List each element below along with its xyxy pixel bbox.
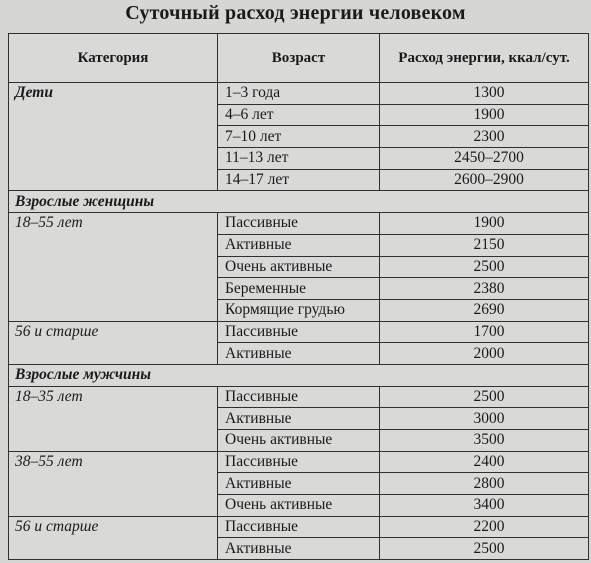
energy-cell: 1300 <box>380 83 589 105</box>
activity-cell: Активные <box>218 408 380 430</box>
table-row <box>9 83 589 105</box>
energy-cell: 3000 <box>380 408 589 430</box>
energy-cell: 2690 <box>380 299 589 321</box>
header-category: Категория <box>9 34 218 83</box>
header-energy: Расход энергии, ккал/сут. <box>380 34 589 83</box>
activity-cell: Активные <box>218 234 380 256</box>
activity-cell: Очень активные <box>218 430 380 452</box>
age-cell: 7–10 лет <box>218 126 380 148</box>
energy-cell: 1900 <box>380 104 589 126</box>
energy-cell: 2500 <box>380 386 589 408</box>
energy-cell: 2450–2700 <box>380 148 589 170</box>
energy-cell: 2380 <box>380 278 589 300</box>
group-label-children: Дети <box>9 83 218 191</box>
energy-table <box>8 33 589 560</box>
energy-cell: 2800 <box>380 473 589 495</box>
energy-cell: 1900 <box>380 213 589 235</box>
age-band-label: 18–55 лет <box>9 213 218 321</box>
group-label-women: Взрослые женщины <box>9 191 218 213</box>
age-cell: 14–17 лет <box>218 169 380 191</box>
activity-cell: Очень активные <box>218 495 380 517</box>
table-row <box>9 451 589 473</box>
age-cell: 1–3 года <box>218 83 380 105</box>
activity-cell: Активные <box>218 473 380 495</box>
age-band-label: 38–55 лет <box>9 451 218 516</box>
activity-cell: Пассивные <box>218 451 380 473</box>
group-row <box>9 191 589 213</box>
energy-cell: 2300 <box>380 126 589 148</box>
group-label-men: Взрослые мужчины <box>9 364 218 386</box>
energy-cell: 2000 <box>380 343 589 365</box>
age-cell: 11–13 лет <box>218 148 380 170</box>
table-row <box>9 213 589 235</box>
activity-cell: Активные <box>218 538 380 560</box>
energy-cell: 2500 <box>380 256 589 278</box>
age-band-label: 18–35 лет <box>9 386 218 451</box>
table-row <box>9 386 589 408</box>
activity-cell: Беременные <box>218 278 380 300</box>
table-row <box>9 321 589 343</box>
header-age: Возраст <box>218 34 380 83</box>
energy-cell: 2500 <box>380 538 589 560</box>
energy-cell: 2400 <box>380 451 589 473</box>
energy-cell: 2150 <box>380 234 589 256</box>
table-row <box>9 516 589 538</box>
age-band-label: 56 и старше <box>9 516 218 559</box>
activity-cell: Очень активные <box>218 256 380 278</box>
energy-cell: 2600–2900 <box>380 169 589 191</box>
energy-cell: 2200 <box>380 516 589 538</box>
activity-cell: Пассивные <box>218 516 380 538</box>
header-row <box>9 34 589 83</box>
energy-cell: 1700 <box>380 321 589 343</box>
energy-cell: 3400 <box>380 495 589 517</box>
group-row <box>9 364 589 386</box>
activity-cell: Кормящие грудью <box>218 299 380 321</box>
page-title: Суточный расход энергии человеком <box>125 2 466 24</box>
activity-cell: Активные <box>218 343 380 365</box>
age-cell: 4–6 лет <box>218 104 380 126</box>
activity-cell: Пассивные <box>218 386 380 408</box>
activity-cell: Пассивные <box>218 213 380 235</box>
energy-cell: 3500 <box>380 430 589 452</box>
activity-cell: Пассивные <box>218 321 380 343</box>
age-band-label: 56 и старше <box>9 321 218 364</box>
